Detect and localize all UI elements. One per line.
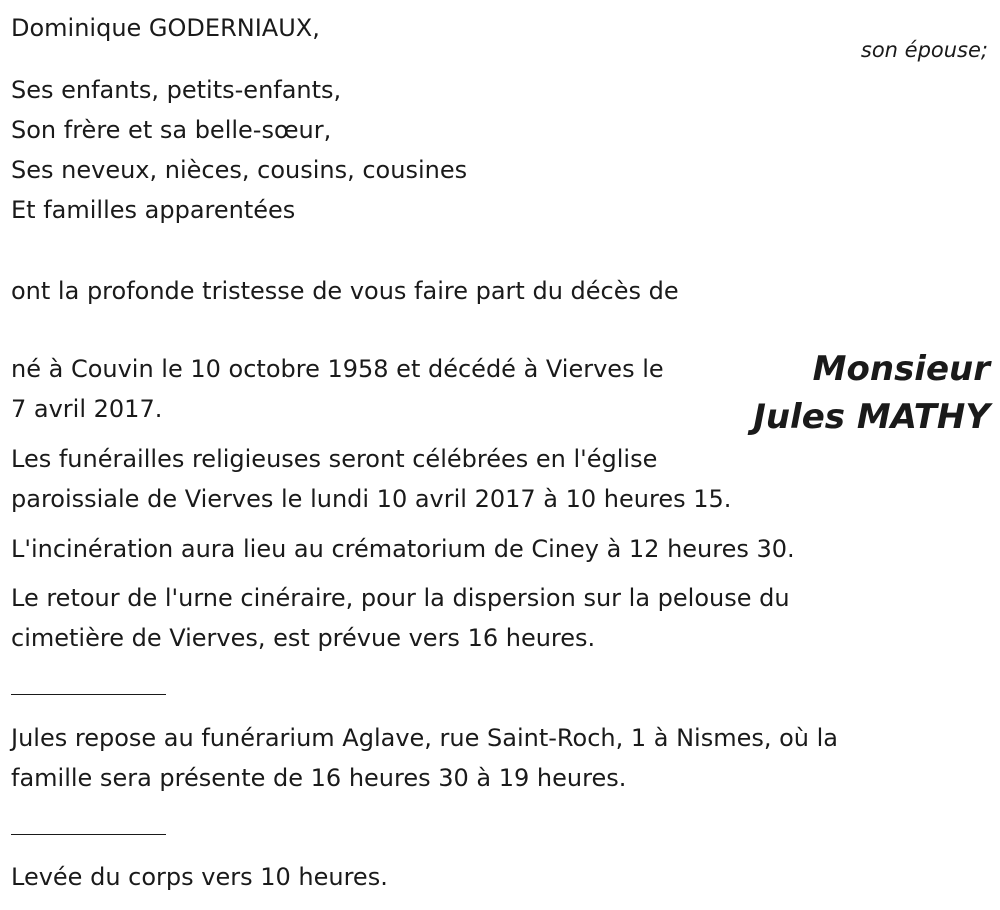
family-line: Et familles apparentées <box>11 196 296 224</box>
urn-return-line: Le retour de l'urne cinéraire, pour la dispersion sur la pelouse du <box>11 584 790 612</box>
announcement-text: ont la profonde tristesse de vous faire part du décès de <box>11 277 679 305</box>
lifting-text: Levée du corps vers 10 heures. <box>11 863 388 891</box>
separator-line <box>11 834 166 835</box>
birth-death-line: né à Couvin le 10 octobre 1958 et décédé à Vierves le <box>11 355 664 383</box>
funeral-line: Les funérailles religieuses seront célébrées en l'église <box>11 445 658 473</box>
deceased-title: Monsieur <box>812 349 990 389</box>
separator-line <box>11 694 166 695</box>
family-line: Son frère et sa belle-sœur, <box>11 116 332 144</box>
rest-line: famille sera présente de 16 heures 30 à 19 heures. <box>11 764 627 792</box>
spouse-name: Dominique GODERNIAUX, <box>11 14 320 42</box>
family-line: Ses enfants, petits-enfants, <box>11 76 342 104</box>
rest-line: Jules repose au funérarium Aglave, rue Saint-Roch, 1 à Nismes, où la <box>11 724 839 752</box>
spouse-role: son épouse; <box>860 38 988 62</box>
cremation-text: L'incinération aura lieu au crématorium de Ciney à 12 heures 30. <box>11 535 795 563</box>
deceased-name: Jules MATHY <box>753 397 990 437</box>
urn-return-line: cimetière de Vierves, est prévue vers 16 heures. <box>11 624 596 652</box>
family-line: Ses neveux, nièces, cousins, cousines <box>11 156 468 184</box>
birth-death-line: 7 avril 2017. <box>11 395 163 423</box>
funeral-line: paroissiale de Vierves le lundi 10 avril 2017 à 10 heures 15. <box>11 485 732 513</box>
